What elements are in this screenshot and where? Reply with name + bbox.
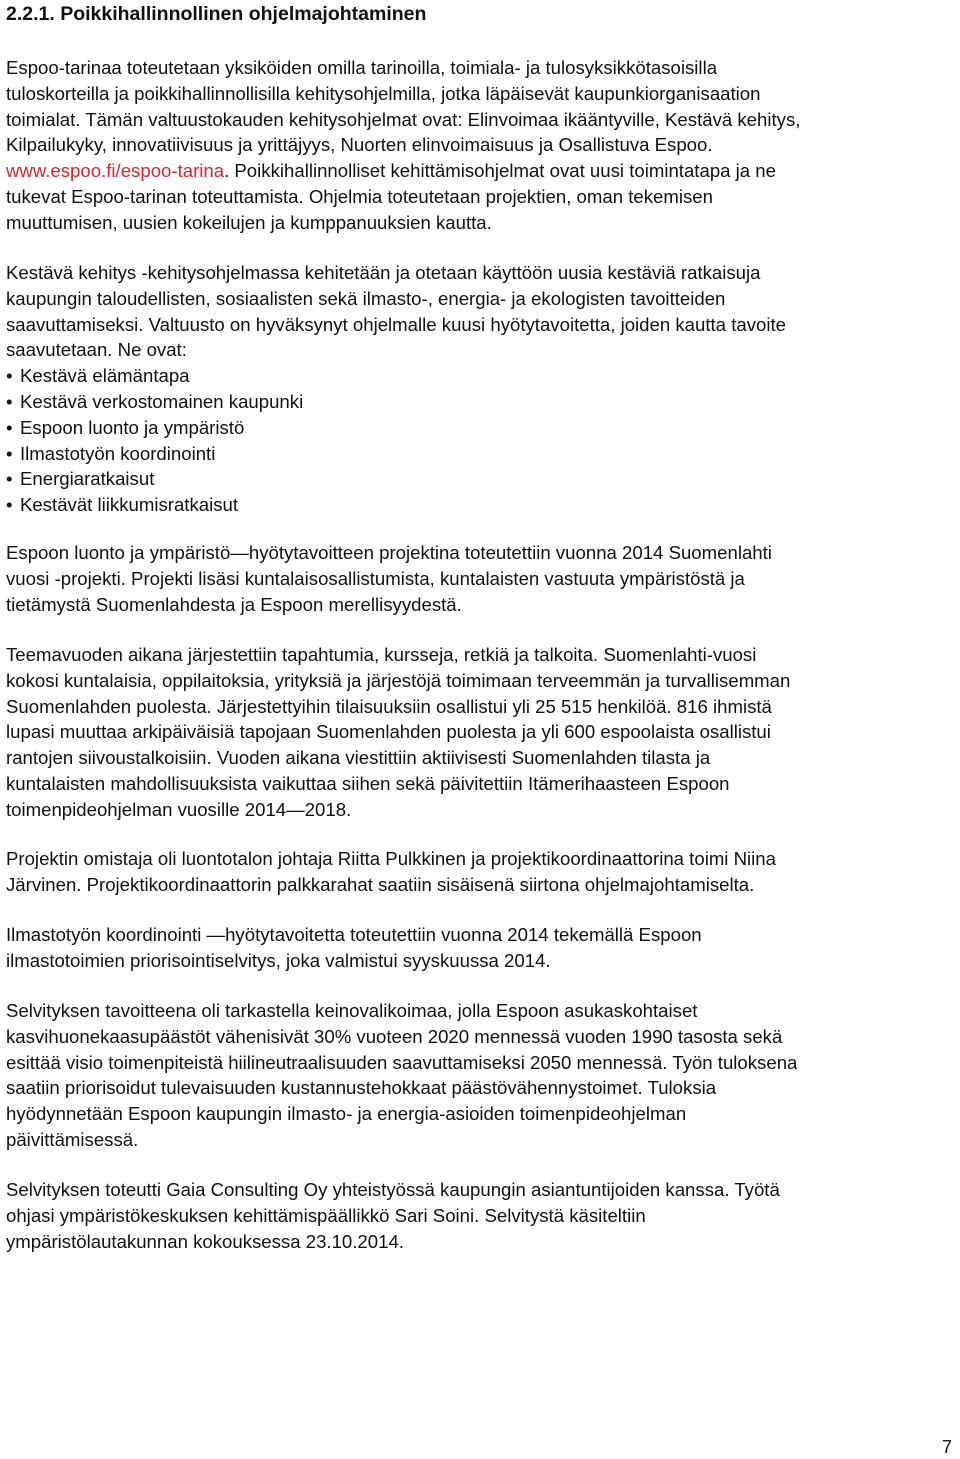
paragraph-selvityksen-toteutus [6,1177,950,1254]
list-item-label: Energiaratkaisut [20,468,155,490]
text-line: kuntalaisten mahdollisuuksista vaikuttaa siihen sekä päivitettiin Itämerihaasteen Espoon [6,772,730,794]
text-line: Selvityksen toteutti Gaia Consulting Oy yhteistyössä kaupungin asiantuntijoiden kanssa. Työtä [6,1179,780,1200]
text-line: Ilmastotyön koordinointi —hyötytavoitetta toteutettiin vuonna 2014 tekemällä Espoon [6,924,702,945]
list-item-label: Kestävä elämäntapa [20,365,190,387]
paragraph-selvityksen-tavoite [6,998,950,1153]
text-line: päivittämisessä. [6,1128,139,1150]
text-line: saatiin priorisoidut tulevaisuuden kustannustehokkaat päästövähennystoimet. Tuloksia [6,1077,717,1099]
text-line: Espoo-tarinaa toteutetaan yksiköiden omilla tarinoilla, toimiala- ja tulosyksikkötasoisilla [6,57,718,78]
text-line: vuosi -projekti. Projekti lisäsi kuntalaisosallistumista, kuntalaisten vastuuta ympäristöstä ja [6,567,745,589]
text-line: kasvihuonekaasupäästöt vähenisivät 30% vuoteen 2020 mennessä vuoden 1990 tasosta sekä [6,1025,783,1047]
list-item-label: Espoon luonto ja ympäristö [20,416,245,438]
text-line: lupasi muuttaa arkipäiväisiä tapojaan Suomenlahden puolesta ja yli 600 espoolaista osallistui [6,721,771,743]
goal-bullet-list [6,363,950,518]
list-item-label: Kestävät liikkumisratkaisut [20,494,239,516]
paragraph-kestava-kehitys [6,260,950,518]
paragraph-espoo-tarina [6,55,950,236]
paragraph-ilmastotyo [6,922,950,974]
text-line: toimialat. Tämän valtuustokauden kehitysohjelmat ovat: Elinvoimaa ikääntyville, Kestävä kehitys, [6,108,801,130]
text-line: Suomenlahden puolesta. Järjestettyihin tilaisuuksiin osallistui yli 25 515 henkilöä. 816 ihmistä [6,695,772,717]
bullet-dot-icon: • [6,416,13,438]
text-line: Projektin omistaja oli luontotalon johtaja Riitta Pulkkinen ja projektikoordinaattorina toimi Niina [6,848,776,869]
espoo-tarina-link[interactable]: www.espoo.fi/espoo-tarina [6,160,225,182]
list-item [6,389,950,415]
list-item [6,415,950,441]
list-item [6,466,950,492]
paragraph-suomenlahti-vuosi [6,540,950,617]
text-line: tukevat Espoo-tarinan toteuttamista. Ohjelmia toteutetaan projektien, oman tekemisen [6,185,713,207]
list-item [6,441,950,467]
bullet-dot-icon: • [6,390,13,412]
text-line: Kestävä kehitys -kehitysohjelmassa kehitetään ja otetaan käyttöön uusia kestäviä ratkaisuja [6,262,761,283]
text-line: kaupungin taloudellisten, sosiaalisten sekä ilmasto-, energia- ja ekologisten tavoitteiden [6,287,726,309]
text-line: esittää visio toimenpiteistä hiilineutraalisuuden saavuttamiseksi 2050 mennessä. Työn tuloksena [6,1051,798,1073]
text-line: toimenpideohjelman vuosille 2014—2018. [6,798,352,820]
text-line: muuttumisen, uusien kokeilujen ja kumppanuuksien kautta. [6,211,492,233]
text-line: rantojen siivoustalkoisiin. Vuoden aikana viestittiin aktiivisesti Suomenlahden tilasta ja [6,747,711,769]
text-line-with-link [6,158,950,184]
text-line: kokosi kuntalaisia, oppilaitoksia, yrityksiä ja järjestöjä toimimaan terveemmän ja turvallisemman [6,669,791,691]
section-heading: 2.2.1. Poikkihallinnollinen ohjelmajohtaminen [6,3,427,25]
text-line: tuloskorteilla ja poikkihallinnollisilla kehitysohjelmilla, jotka läpäisevät kaupunkiorganisaation [6,82,761,104]
text-line: ympäristölautakunnan kokouksessa 23.10.2014. [6,1230,404,1252]
text-line: saavutetaan. Ne ovat: [6,339,187,361]
text-line: tietämystä Suomenlahdesta ja Espoon merellisyydestä. [6,593,462,615]
bullet-dot-icon: • [6,365,13,387]
list-item [6,492,950,518]
text-line: Espoon luonto ja ympäristö—hyötytavoitteen projektina toteutettiin vuonna 2014 Suomenlahti [6,542,772,563]
text-line: hyödynnetään Espoon kaupungin ilmasto- ja energia-asioiden toimenpideohjelman [6,1103,687,1125]
list-item [6,363,950,389]
paragraph-projektin-omistaja [6,846,950,898]
text-line: Järvinen. Projektikoordinaattorin palkkarahat saatiin sisäisenä siirtona ohjelmajohtamiselta. [6,873,755,895]
text-line: ilmastotoimien priorisointiselvitys, joka valmistui syyskuussa 2014. [6,949,551,971]
bullet-dot-icon: • [6,494,13,516]
bullet-dot-icon: • [6,468,13,490]
text-line: Kilpailukyky, innovatiivisuus ja yrittäjyys, Nuorten elinvoimaisuus ja Osallistuva Espoo. [6,134,713,156]
text-line: Selvityksen tavoitteena oli tarkastella keinovalikoimaa, jolla Espoon asukaskohtaiset [6,1000,698,1021]
list-item-label: Ilmastotyön koordinointi [20,442,216,464]
text-line: Teemavuoden aikana järjestettiin tapahtumia, kursseja, retkiä ja talkoita. Suomenlahti-vuosi [6,644,757,665]
text-after-link: . Poikkihallinnolliset kehittämisohjelmat ovat uusi toimintatapa ja ne [224,160,776,182]
text-line: saavuttamiseksi. Valtuusto on hyväksynyt ohjelmalle kuusi hyötytavoitetta, joiden kautta tavoite [6,313,786,335]
list-item-label: Kestävä verkostomainen kaupunki [20,390,304,412]
bullet-dot-icon: • [6,442,13,464]
text-line: ohjasi ympäristökeskuksen kehittämispäällikkö Sari Soini. Selvitystä käsiteltiin [6,1204,646,1226]
paragraph-teemavuosi [6,642,950,823]
page-number: 7 [941,1437,952,1457]
